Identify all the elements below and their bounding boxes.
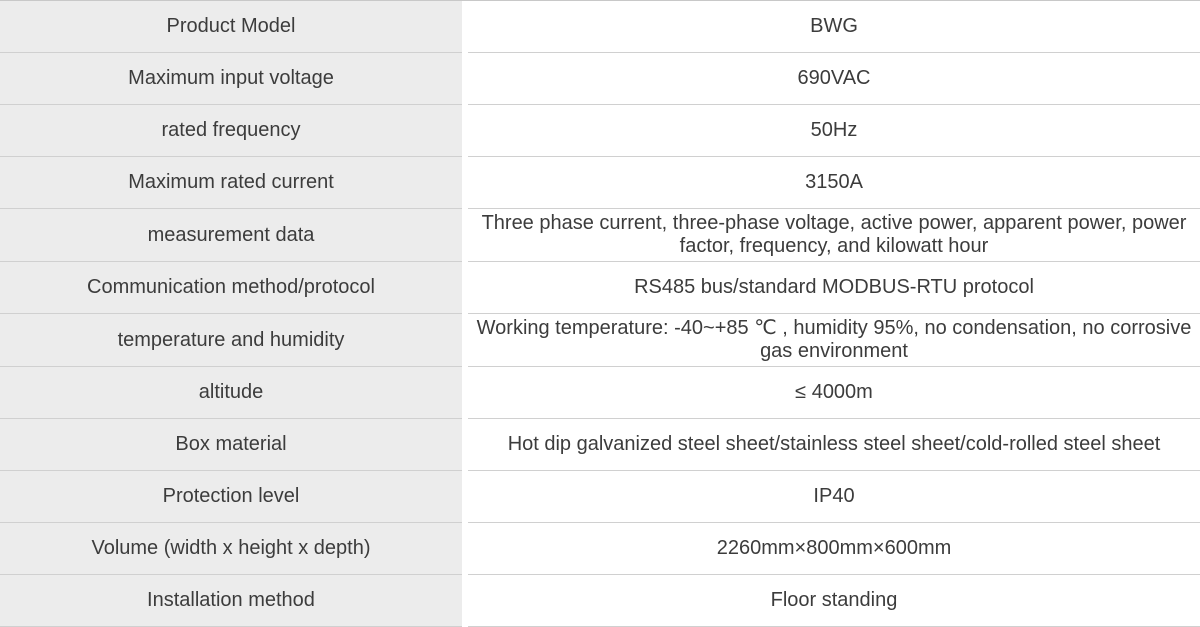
- spec-value: IP40: [468, 471, 1200, 523]
- spec-value: 2260mm×800mm×600mm: [468, 523, 1200, 575]
- spec-label: Maximum rated current: [0, 157, 462, 209]
- spec-label: measurement data: [0, 209, 462, 262]
- table-row: [0, 262, 1200, 314]
- spec-value: Three phase current, three-phase voltage, active power, apparent power, power factor, frequency, and kilowatt hour: [468, 209, 1200, 262]
- spec-value: Floor standing: [468, 575, 1200, 627]
- spec-value: 690VAC: [468, 53, 1200, 105]
- spec-value: 3150A: [468, 157, 1200, 209]
- spec-label: Box material: [0, 419, 462, 471]
- table-row: [0, 1, 1200, 53]
- spec-value: Hot dip galvanized steel sheet/stainless steel sheet/cold-rolled steel sheet: [468, 419, 1200, 471]
- spec-label: temperature and humidity: [0, 314, 462, 367]
- table-row: [0, 367, 1200, 419]
- spec-label: Communication method/protocol: [0, 262, 462, 314]
- spec-value: 50Hz: [468, 105, 1200, 157]
- table-row: [0, 575, 1200, 627]
- table-row: [0, 523, 1200, 575]
- spec-value: Working temperature: -40~+85 ℃ , humidity 95%, no condensation, no corrosive gas environment: [468, 314, 1200, 367]
- table-row: [0, 314, 1200, 367]
- spec-table-body: [0, 1, 1200, 627]
- table-row: [0, 471, 1200, 523]
- table-row: [0, 419, 1200, 471]
- spec-label: Product Model: [0, 1, 462, 53]
- spec-value: RS485 bus/standard MODBUS-RTU protocol: [468, 262, 1200, 314]
- spec-label: Protection level: [0, 471, 462, 523]
- spec-label: altitude: [0, 367, 462, 419]
- spec-label: rated frequency: [0, 105, 462, 157]
- table-row: [0, 157, 1200, 209]
- table-row: [0, 53, 1200, 105]
- spec-label: Volume (width x height x depth): [0, 523, 462, 575]
- spec-value: ≤ 4000m: [468, 367, 1200, 419]
- table-row: [0, 105, 1200, 157]
- spec-label: Maximum input voltage: [0, 53, 462, 105]
- spec-label: Installation method: [0, 575, 462, 627]
- table-row: [0, 209, 1200, 262]
- spec-value: BWG: [468, 1, 1200, 53]
